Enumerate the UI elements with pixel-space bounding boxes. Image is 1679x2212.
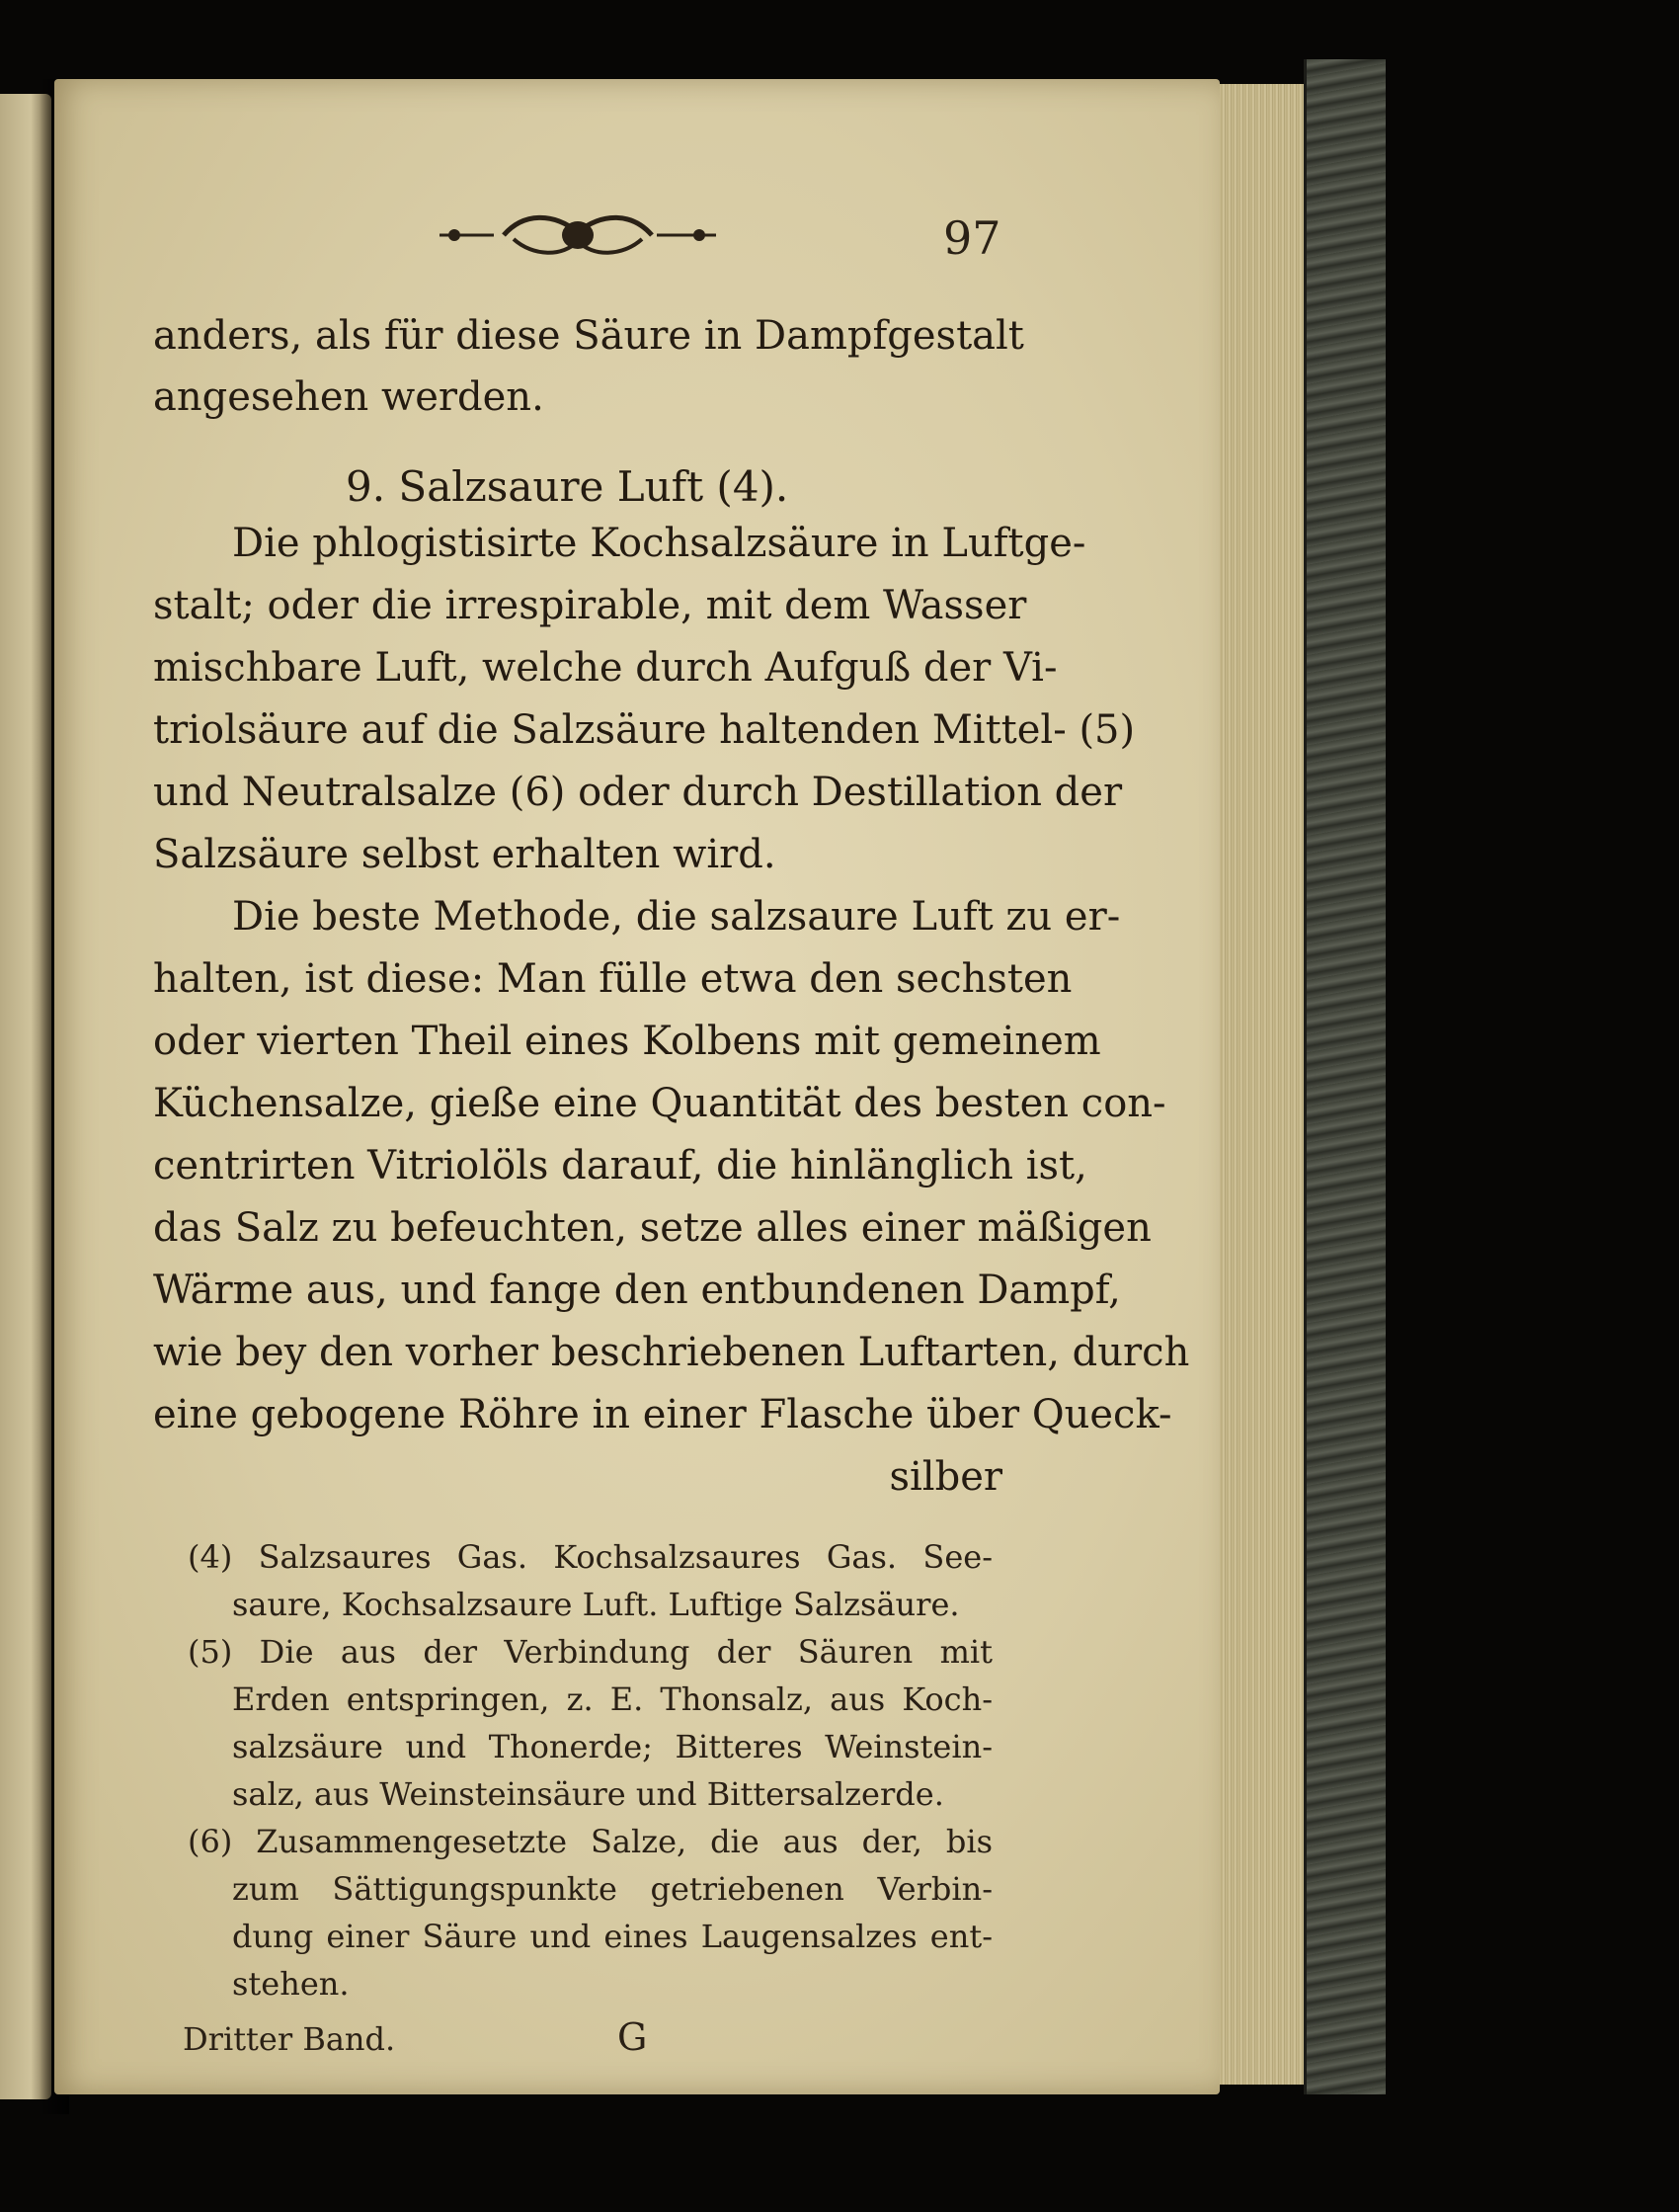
- footnote-line: (4) Salzsaures Gas. Kochsalzsaures Gas. See-: [188, 1538, 993, 1576]
- text-line: oder vierten Theil eines Kolbens mit gemeinem: [153, 1019, 1101, 1064]
- text-line: und Neutralsalze (6) oder durch Destillation der: [153, 770, 1123, 815]
- footnote-line: Erden entspringen, z. E. Thonsalz, aus Koch-: [232, 1680, 993, 1718]
- text-line: Salzsäure selbst erhalten wird.: [153, 832, 776, 877]
- text-line: das Salz zu befeuchten, setze alles einer mäßigen: [153, 1205, 1152, 1251]
- text-line: triolsäure auf die Salzsäure haltenden Mittel- (5): [153, 707, 1136, 753]
- footnote-line: zum Sättigungspunkte getriebenen Verbin-: [232, 1870, 993, 1908]
- section-heading: 9. Salzsaure Luft (4).: [346, 462, 789, 511]
- text-line: anders, als für diese Säure in Dampfgestalt: [153, 313, 1024, 359]
- book-cover: [1304, 59, 1386, 2094]
- text-line: mischbare Luft, welche durch Aufguß der Vi-: [153, 645, 1058, 691]
- text-line: Küchensalze, gieße eine Quantität des besten con-: [153, 1081, 1166, 1126]
- volume-signature: Dritter Band.: [183, 2020, 396, 2058]
- footnote-line: salz, aus Weinsteinsäure und Bittersalzerde.: [232, 1775, 944, 1813]
- footnote-line: salzsäure und Thonerde; Bitteres Weinstein-: [232, 1728, 993, 1765]
- text-line: centrirten Vitriolöls darauf, die hinlänglich ist,: [153, 1143, 1087, 1188]
- decorative-vignette-icon: [435, 207, 721, 263]
- text-line: halten, ist diese: Man fülle etwa den sechsten: [153, 956, 1073, 1002]
- page-number: 97: [943, 211, 1001, 265]
- text-line: wie bey den vorher beschriebenen Luftarten, durch: [153, 1330, 1190, 1375]
- text-line: Wärme aus, und fange den entbundenen Dampf,: [153, 1268, 1121, 1313]
- text-line: eine gebogene Röhre in einer Flasche über Queck-: [153, 1392, 1172, 1437]
- page-block-edges: [1220, 84, 1314, 2085]
- text-line: angesehen werden.: [153, 374, 544, 420]
- text-line: stalt; oder die irrespirable, mit dem Wasser: [153, 583, 1027, 628]
- footnote-line: dung einer Säure und eines Laugensalzes ent-: [232, 1918, 993, 1955]
- text-line: Die phlogistisirte Kochsalzsäure in Luftge-: [232, 521, 1086, 566]
- signature-mark: G: [617, 2015, 648, 2059]
- footnote-line: (6) Zusammengesetzte Salze, die aus der, bis: [188, 1823, 993, 1860]
- catchword: silber: [889, 1454, 1002, 1500]
- footnote-line: (5) Die aus der Verbindung der Säuren mit: [188, 1633, 993, 1671]
- footnote-line: stehen.: [232, 1965, 350, 2003]
- text-line: Die beste Methode, die salzsaure Luft zu er-: [232, 894, 1121, 940]
- footnote-line: saure, Kochsalzsaure Luft. Luftige Salzsäure.: [232, 1586, 960, 1623]
